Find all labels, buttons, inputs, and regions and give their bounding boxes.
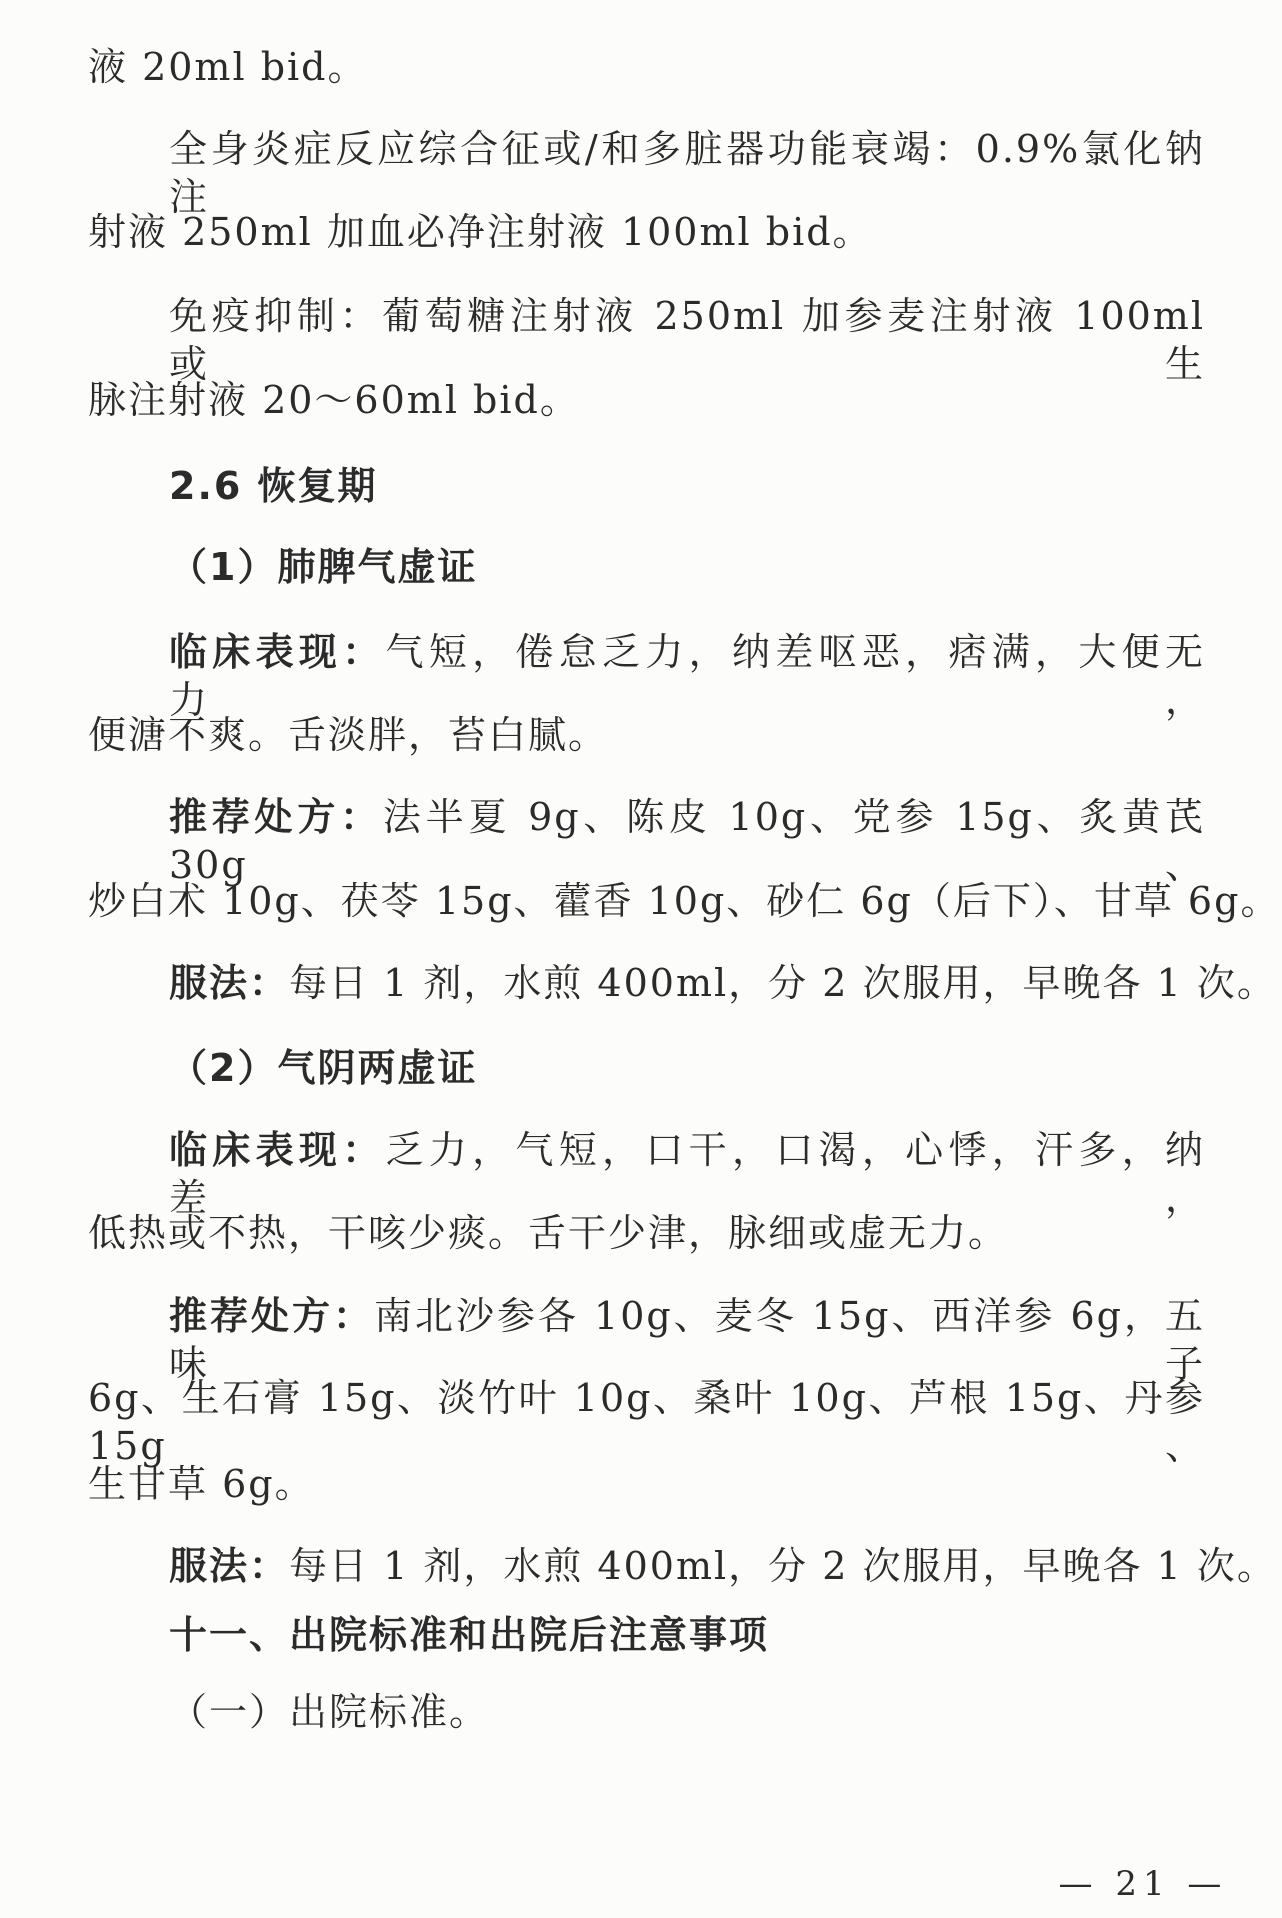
field-text: 南北沙参各 10g、麦冬 15g、西洋参 6g，五味子 — [169, 1294, 1205, 1386]
field-label: 服法： — [169, 1544, 290, 1588]
page-number: — 21 — — [1058, 1864, 1228, 1904]
field-label: 推荐处方： — [169, 795, 383, 839]
field-text: 每日 1 剂，水煎 400ml，分 2 次服用，早晚各 1 次。 — [289, 961, 1277, 1005]
clinical-manifestation-line — [169, 1126, 1205, 1220]
field-label: 临床表现： — [169, 630, 386, 674]
subsection-heading: （1）肺脾气虚证 — [169, 545, 478, 589]
section-heading: 2.6 恢复期 — [169, 464, 378, 508]
body-text-line: 液 20ml bid。 — [88, 45, 368, 89]
body-text-line: 低热或不热，干咳少痰。舌干少津，脉细或虚无力。 — [88, 1211, 1009, 1255]
dosage-line — [169, 1542, 1277, 1590]
field-label: 临床表现： — [169, 1128, 386, 1172]
body-text-line: 脉注射液 20～60ml bid。 — [88, 378, 580, 422]
field-label: 服法： — [169, 961, 290, 1005]
field-text: 每日 1 剂，水煎 400ml，分 2 次服用，早晚各 1 次。 — [289, 1544, 1277, 1588]
clinical-manifestation-line — [169, 628, 1205, 722]
prescription-line — [169, 793, 1205, 887]
body-text-line: 生甘草 6g。 — [88, 1462, 315, 1506]
field-text: 法半夏 9g、陈皮 10g、党参 15g、炙黄芪 30g、 — [169, 795, 1205, 887]
body-text-line: 炒白术 10g、茯苓 15g、藿香 10g、砂仁 6g（后下）、甘草 6g。 — [88, 879, 1281, 923]
body-text-line: 便溏不爽。舌淡胖，苔白腻。 — [88, 713, 609, 757]
dosage-line — [169, 959, 1277, 1007]
body-text-line: 6g、生石膏 15g、淡竹叶 10g、桑叶 10g、芦根 15g、丹参 15g、 — [88, 1376, 1205, 1468]
body-text-line: 射液 250ml 加血必净注射液 100ml bid。 — [88, 210, 873, 254]
body-text-line: 全身炎症反应综合征或/和多脏器功能衰竭：0.9%氯化钠注 — [169, 127, 1205, 219]
body-text-line: 免疫抑制：葡萄糖注射液 250ml 加参麦注射液 100ml 或生 — [169, 294, 1205, 386]
prescription-line — [169, 1292, 1205, 1386]
subsection-heading: （一）出院标准。 — [169, 1690, 490, 1734]
chapter-heading: 十一、出院标准和出院后注意事项 — [169, 1613, 770, 1657]
subsection-heading: （2）气阴两虚证 — [169, 1046, 478, 1090]
field-text: 乏力，气短，口干，口渴，心悸，汗多，纳差， — [169, 1128, 1205, 1220]
field-label: 推荐处方： — [169, 1294, 374, 1338]
field-text: 气短，倦怠乏力，纳差呕恶，痞满，大便无力， — [169, 630, 1205, 722]
